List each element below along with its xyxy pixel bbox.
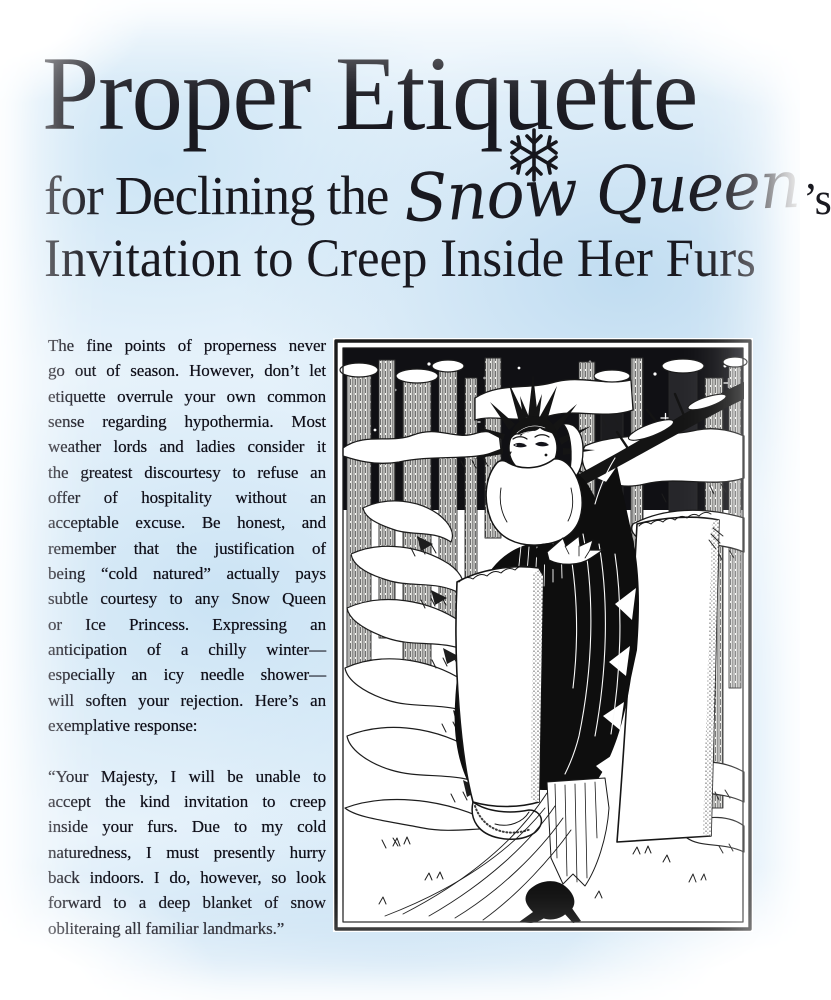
text-line: remember that the justification of: [48, 538, 326, 558]
snow-queen-illustration: [333, 338, 753, 932]
text-line: accept the kind invitation to creep: [48, 791, 326, 811]
text-line: the greatest discourtesy to refuse an: [48, 462, 326, 482]
subtitle-script: Snow Queen: [402, 145, 801, 238]
text-line: forward to a deep blanket of snow: [48, 893, 326, 913]
article-text: [48, 333, 326, 941]
text-line: being “cold natured” actually pays: [48, 564, 326, 584]
text-line: anticipation of a chilly winter—: [48, 640, 326, 660]
text-line: or Ice Princess. Expressing an: [48, 614, 326, 634]
text-line: go out of season. However, don’t let: [48, 361, 326, 381]
text-line: back indoors. I do, however, so look: [48, 867, 326, 887]
text-line: subtle courtesy to any Snow Queen: [48, 589, 326, 609]
text-line: inside your furs. Due to my cold: [48, 817, 326, 837]
text-line: naturedness, I must presently hurry: [48, 842, 326, 862]
intro-paragraph: [48, 333, 326, 739]
subtitle-prefix: for Declining the: [44, 165, 389, 226]
snow-queen-drawing: [333, 338, 753, 932]
text-line: “Your Majesty, I will be unable to: [48, 766, 326, 786]
subtitle-line2: Invitation to Creep Inside Her Furs: [44, 228, 756, 288]
text-line: etiquette overrule your own common: [48, 386, 326, 406]
text-line: obliteraing all familiar landmarks.”: [48, 918, 285, 938]
text-line: The fine points of properness never: [48, 336, 326, 355]
snowflake-icon: [505, 127, 563, 183]
text-line: weather lords and ladies consider it: [48, 437, 326, 457]
quote-paragraph: [48, 764, 326, 941]
text-line: offer of hospitality without an: [48, 488, 326, 508]
text-line: acceptable excuse. Be honest, and: [48, 513, 326, 533]
subtitle-possessive: ’s: [803, 173, 831, 224]
text-line: exemplative response:: [48, 716, 198, 736]
page-title: Proper Etiquette: [42, 35, 698, 152]
text-line: will soften your rejection. Here’s an: [48, 690, 326, 710]
text-line: especially an icy needle shower—: [48, 665, 326, 685]
text-line: sense regarding hypothermia. Most: [48, 412, 326, 432]
